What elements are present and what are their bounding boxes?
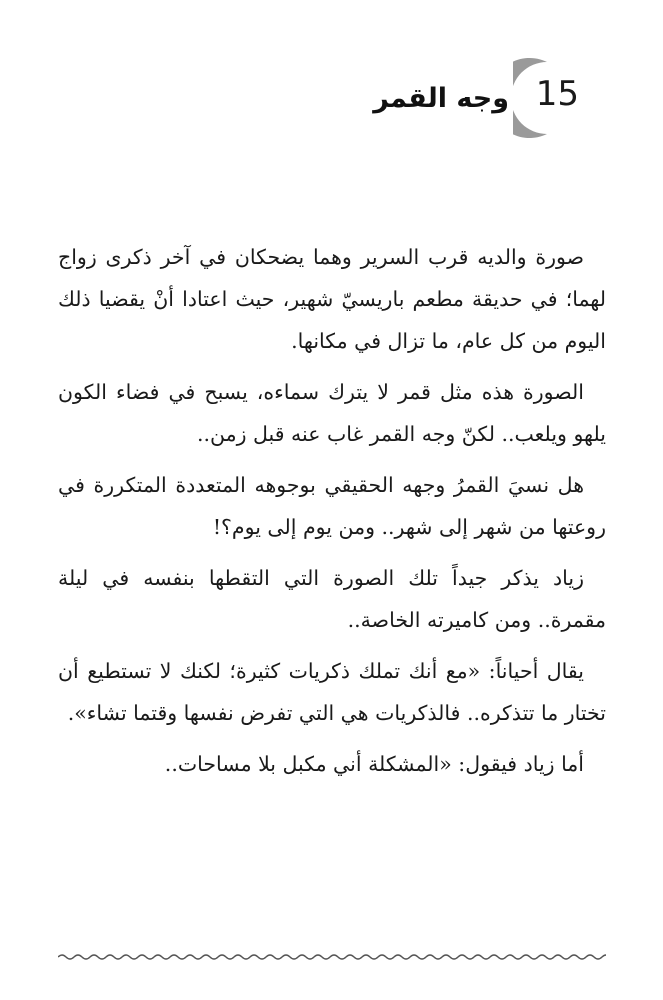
chapter-title: وجه القمر bbox=[373, 82, 509, 114]
chapter-body bbox=[58, 236, 606, 794]
paragraph-3: هل نسيَ القمرُ وجهه الحقيقي بوجوهه المتعددة المتكررة في روعتها من شهر إلى شهر.. ومن يوم إلى يوم؟! bbox=[58, 473, 606, 539]
paragraph-5: يقال أحياناً: «مع أنك تملك ذكريات كثيرة؛ لكنك لا تستطيع أن تختار ما تتذكره.. فالذكريات هي التي تفرض نفسها وقتما تشاء». bbox=[58, 659, 606, 725]
paragraph-2: الصورة هذه مثل قمر لا يترك سماءه، يسبح في فضاء الكون يلهو ويلعب.. لكنّ وجه القمر غاب عنه قبل زمن.. bbox=[58, 380, 606, 446]
paragraph-6: أما زياد فيقول: «المشكلة أني مكبل بلا مساحات.. bbox=[164, 752, 584, 776]
paragraph-1: صورة والديه قرب السرير وهما يضحكان في آخر ذكرى زواج لهما؛ في حديقة مطعم باريسيّ شهير، حيث اعتادا أنْ يقضيا ذلك اليوم من كل عام، ما تزال في مكانها. bbox=[58, 245, 606, 353]
chapter-badge bbox=[513, 58, 585, 138]
paragraph-4: زياد يذكر جيداً تلك الصورة التي التقطها بنفسه في ليلة مقمرة.. ومن كاميرته الخاصة.. bbox=[58, 566, 606, 632]
chapter-header bbox=[373, 58, 585, 138]
chapter-number: 15 bbox=[535, 74, 579, 114]
wavy-divider bbox=[58, 950, 606, 964]
